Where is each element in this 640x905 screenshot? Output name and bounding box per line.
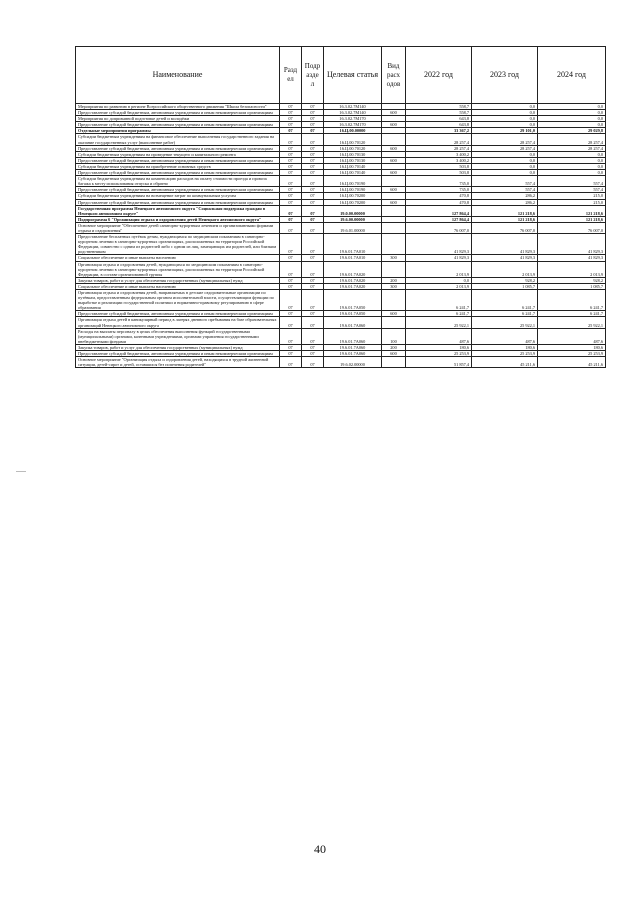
cell-section: 07 <box>280 344 302 350</box>
cell-year-2022: 3 400,2 <box>406 157 472 163</box>
table-row <box>76 317 606 328</box>
table-row <box>76 283 606 289</box>
cell-expense-type: 600 <box>382 157 406 163</box>
page-number: 40 <box>314 842 326 856</box>
cell-expense-type: 600 <box>382 187 406 193</box>
cell-section: 07 <box>280 145 302 151</box>
cell-year-2023: 0,0 <box>472 157 538 163</box>
cell-subsection: 07 <box>302 317 324 328</box>
scan-mark <box>16 471 26 472</box>
cell-year-2024: 45 211,6 <box>538 357 606 368</box>
cell-expense-type: 100 <box>382 328 406 344</box>
table-row <box>76 255 606 261</box>
cell-year-2024: 0,0 <box>538 104 606 110</box>
cell-expense-type: 300 <box>382 255 406 261</box>
cell-section: 07 <box>280 357 302 368</box>
cell-year-2024: 0,0 <box>538 163 606 169</box>
cell-section: 07 <box>280 205 302 216</box>
cell-target-article: 16.Ц.00.70130 <box>324 151 382 157</box>
cell-section: 07 <box>280 283 302 289</box>
cell-year-2022: 503,8 <box>406 163 472 169</box>
table-body <box>76 104 606 368</box>
header-section: Разд ел <box>280 47 302 104</box>
cell-year-2024: 1 085,7 <box>538 283 606 289</box>
cell-year-2022: 6 241,7 <box>406 290 472 311</box>
cell-subsection: 07 <box>302 357 324 368</box>
cell-year-2023: 25 253,9 <box>472 351 538 357</box>
cell-section: 07 <box>280 187 302 193</box>
cell-year-2022: 503,8 <box>406 170 472 176</box>
cell-name: Отдельные мероприятия программы <box>76 128 280 134</box>
cell-target-article: 19.6.01.7А060 <box>324 344 382 350</box>
cell-year-2022: 33 367,2 <box>406 128 472 134</box>
cell-subsection: 07 <box>302 116 324 122</box>
cell-year-2022: 76 007,0 <box>406 222 472 233</box>
cell-target-article: 19.6.01.7А020 <box>324 283 382 289</box>
cell-section: 07 <box>280 290 302 311</box>
cell-target-article: 16.Ц.00.70190 <box>324 176 382 187</box>
table-row <box>76 328 606 344</box>
cell-section: 07 <box>280 128 302 134</box>
cell-expense-type <box>382 234 406 255</box>
cell-year-2023: 0,0 <box>472 104 538 110</box>
cell-year-2024: 215,0 <box>538 193 606 199</box>
cell-expense-type <box>382 205 406 216</box>
cell-year-2022: 127 864,4 <box>406 205 472 216</box>
cell-year-2023: 557,4 <box>472 187 538 193</box>
cell-expense-type <box>382 317 406 328</box>
cell-year-2022: 180,6 <box>406 344 472 350</box>
cell-name: Предоставление бесплатных путёвок детям, нуждающимся по медицинским показаниям в санаторно-курортном лечении в санаторно-курортных организациях, расположенных на территории Российской Федерации, совместно с одним из родителей либо с одним из лиц, замещающих им родителей, или близким родственником <box>76 234 280 255</box>
cell-target-article: 16.Ц.00.70130 <box>324 157 382 163</box>
cell-year-2023: 28 257,4 <box>472 134 538 145</box>
cell-subsection: 07 <box>302 128 324 134</box>
cell-target-article: 19.6.01.7А050 <box>324 290 382 311</box>
table-row <box>76 351 606 357</box>
cell-target-article: 19.6.02.00000 <box>324 357 382 368</box>
cell-name: Субсидии бюджетным учреждениям на компенсацию расходов на оплату стоимости проезда и провоза багажа к месту использования отпуска и обратно <box>76 176 280 187</box>
cell-section: 07 <box>280 216 302 222</box>
cell-section: 07 <box>280 261 302 277</box>
cell-year-2022: 6 241,7 <box>406 311 472 317</box>
cell-name: Основное мероприятие "Организация отдыха и оздоровления детей, находящихся в трудной жизненной ситуации, детей-сирот и детей, оставшихся без попечения родителей" <box>76 357 280 368</box>
cell-subsection: 07 <box>302 145 324 151</box>
cell-subsection: 07 <box>302 122 324 128</box>
cell-target-article: 19.6.01.7А010 <box>324 234 382 255</box>
header-year-2024: 2024 год <box>538 47 606 104</box>
cell-section: 07 <box>280 317 302 328</box>
cell-year-2022: 558,7 <box>406 104 472 110</box>
cell-section: 07 <box>280 234 302 255</box>
cell-year-2023: 2 013,9 <box>472 261 538 277</box>
cell-year-2023: 29 101,0 <box>472 128 538 134</box>
cell-section: 07 <box>280 311 302 317</box>
cell-expense-type: 600 <box>382 110 406 116</box>
cell-expense-type: 600 <box>382 145 406 151</box>
table-row <box>76 344 606 350</box>
cell-target-article: 19.6.01.7А050 <box>324 311 382 317</box>
cell-year-2023: 41 829,3 <box>472 234 538 255</box>
cell-name: Закупка товаров, работ и услуг для обеспечения государственных (муниципальных) нужд <box>76 344 280 350</box>
cell-subsection: 07 <box>302 110 324 116</box>
cell-section: 07 <box>280 255 302 261</box>
cell-expense-type: 600 <box>382 199 406 205</box>
table-row <box>76 357 606 368</box>
cell-year-2024: 557,4 <box>538 187 606 193</box>
cell-name: Субсидии бюджетным учреждениям на проведение текущего и капитального ремонта <box>76 151 280 157</box>
cell-year-2023: 45 211,6 <box>472 357 538 368</box>
cell-name: Основное мероприятие "Обеспечение детей санаторно-курортным лечением и организованными формами отдыха и оздоровления" <box>76 222 280 233</box>
cell-expense-type: 300 <box>382 283 406 289</box>
cell-name: Предоставление субсидий бюджетным, автономным учреждениям и иным некоммерческим организациям <box>76 145 280 151</box>
cell-year-2023: 6 241,7 <box>472 290 538 311</box>
cell-name: Предоставление субсидий бюджетным, автономным учреждениям и иным некоммерческим организациям <box>76 351 280 357</box>
cell-target-article: 19.6.01.7А060 <box>324 317 382 328</box>
cell-name: Предоставление субсидий бюджетным, автономным учреждениям и иным некоммерческим организациям <box>76 199 280 205</box>
cell-target-article: 19.0.00.00000 <box>324 205 382 216</box>
cell-year-2023: 0,0 <box>472 170 538 176</box>
cell-year-2024: 29 029,8 <box>538 128 606 134</box>
cell-year-2024: 2 013,9 <box>538 261 606 277</box>
cell-subsection: 07 <box>302 157 324 163</box>
cell-year-2024: 487,6 <box>538 328 606 344</box>
cell-subsection: 07 <box>302 283 324 289</box>
cell-section: 07 <box>280 104 302 110</box>
cell-target-article: 16.Ц.00.70120 <box>324 134 382 145</box>
cell-target-article: 19.6.01.7А020 <box>324 277 382 283</box>
cell-year-2022: 735,0 <box>406 176 472 187</box>
cell-year-2024: 180,6 <box>538 344 606 350</box>
cell-section: 07 <box>280 222 302 233</box>
table-row <box>76 134 606 145</box>
cell-year-2023: 76 007,0 <box>472 222 538 233</box>
cell-year-2022: 558,7 <box>406 110 472 116</box>
table-row <box>76 187 606 193</box>
cell-name: Мероприятия по допризывной подготовке детей и молодёжи <box>76 116 280 122</box>
table-row <box>76 290 606 311</box>
table-header-row <box>76 47 606 104</box>
cell-subsection: 07 <box>302 234 324 255</box>
cell-target-article: 16.Ц.00.70140 <box>324 163 382 169</box>
cell-section: 07 <box>280 157 302 163</box>
cell-expense-type <box>382 290 406 311</box>
cell-name: Субсидии бюджетным учреждениям на приобретение основных средств <box>76 163 280 169</box>
cell-year-2024: 25 253,9 <box>538 351 606 357</box>
cell-section: 07 <box>280 176 302 187</box>
table-row <box>76 234 606 255</box>
cell-section: 07 <box>280 199 302 205</box>
cell-year-2023: 557,4 <box>472 176 538 187</box>
cell-name: Предоставление субсидий бюджетным, автономным учреждениям и иным некоммерческим организациям <box>76 311 280 317</box>
cell-year-2022: 25 922,1 <box>406 317 472 328</box>
cell-year-2022: 28 257,4 <box>406 134 472 145</box>
cell-year-2024: 41 829,3 <box>538 255 606 261</box>
cell-year-2022: 643,8 <box>406 122 472 128</box>
cell-section: 07 <box>280 193 302 199</box>
cell-subsection: 07 <box>302 351 324 357</box>
cell-target-article: 19.6.01.7А060 <box>324 351 382 357</box>
header-year-2022: 2022 год <box>406 47 472 104</box>
table-row <box>76 277 606 283</box>
cell-year-2024: 76 007,0 <box>538 222 606 233</box>
cell-target-article: 19.6.00.00000 <box>324 216 382 222</box>
cell-target-article: 19.6.01.00000 <box>324 222 382 233</box>
cell-year-2023: 121 218,6 <box>472 205 538 216</box>
cell-year-2022: 25 253,9 <box>406 351 472 357</box>
cell-year-2022: 41 829,3 <box>406 234 472 255</box>
cell-year-2023: 0,0 <box>472 116 538 122</box>
cell-year-2023: 28 257,4 <box>472 145 538 151</box>
cell-year-2022: 41 829,3 <box>406 255 472 261</box>
cell-subsection: 07 <box>302 193 324 199</box>
cell-target-article: 16.3.02.7М140 <box>324 104 382 110</box>
cell-year-2023: 121 218,6 <box>472 216 538 222</box>
cell-target-article: 16.Ц.00.70140 <box>324 170 382 176</box>
cell-year-2023: 487,6 <box>472 328 538 344</box>
cell-year-2024: 0,0 <box>538 151 606 157</box>
cell-subsection: 07 <box>302 290 324 311</box>
cell-year-2023: 286,2 <box>472 199 538 205</box>
cell-name: Организация отдыха детей в каникулярный период в лагерях дневного пребывания на базе образовательных организаций Ненецкого автономного округа <box>76 317 280 328</box>
cell-year-2022: 2 013,9 <box>406 283 472 289</box>
cell-year-2024: 557,4 <box>538 176 606 187</box>
cell-year-2022: 487,6 <box>406 328 472 344</box>
cell-year-2023: 0,0 <box>472 151 538 157</box>
cell-name: Социальное обеспечение и иные выплаты населению <box>76 255 280 261</box>
cell-subsection: 07 <box>302 277 324 283</box>
cell-target-article: 16.Ц.00.00000 <box>324 128 382 134</box>
cell-subsection: 07 <box>302 170 324 176</box>
cell-name: Субсидии бюджетным учреждениям на финансовое обеспечение выполнения государственного задания на оказание государственных услуг (выполнение работ) <box>76 134 280 145</box>
cell-year-2024: 28 257,4 <box>538 145 606 151</box>
cell-year-2022: 470,8 <box>406 199 472 205</box>
cell-expense-type: 200 <box>382 277 406 283</box>
cell-name: Социальное обеспечение и иные выплаты населению <box>76 283 280 289</box>
cell-expense-type: 600 <box>382 351 406 357</box>
cell-year-2024: 928,2 <box>538 277 606 283</box>
cell-year-2024: 0,0 <box>538 110 606 116</box>
cell-year-2024: 6 241,7 <box>538 311 606 317</box>
cell-name: Закупка товаров, работ и услуг для обеспечения государственных (муниципальных) нужд <box>76 277 280 283</box>
cell-section: 07 <box>280 122 302 128</box>
cell-year-2024: 0,0 <box>538 116 606 122</box>
cell-section: 07 <box>280 163 302 169</box>
cell-year-2023: 0,0 <box>472 122 538 128</box>
cell-expense-type: 600 <box>382 311 406 317</box>
cell-name: Организация отдыха и оздоровления детей, направляемых в детские оздоровительные организации по путёвкам, предоставленным федеральным органом исполнительной власти, осуществляющим функции по выработке и реализации государственной политики и нормативно-правовому регулированию в сфере образования <box>76 290 280 311</box>
header-subsection: Подр азде л <box>302 47 324 104</box>
cell-target-article: 16.Ц.00.70120 <box>324 145 382 151</box>
cell-target-article: 16.3.02.7М170 <box>324 122 382 128</box>
cell-name: Организация отдыха и оздоровления детей, нуждающихся по медицинским показаниям в санаторно-курортном лечении в санаторно-курортных организациях, расположенных на территории Российской Федерации, в составе организованной группы <box>76 261 280 277</box>
cell-name: Предоставление субсидий бюджетным, автономным учреждениям и иным некоммерческим организациям <box>76 170 280 176</box>
cell-section: 07 <box>280 170 302 176</box>
table-row <box>76 176 606 187</box>
cell-year-2022: 0,0 <box>406 277 472 283</box>
table-row <box>76 216 606 222</box>
cell-section: 07 <box>280 151 302 157</box>
cell-subsection: 07 <box>302 134 324 145</box>
cell-target-article: 16.Ц.00.70190 <box>324 187 382 193</box>
cell-year-2022: 28 257,4 <box>406 145 472 151</box>
cell-name: Предоставление субсидий бюджетным, автономным учреждениям и иным некоммерческим организациям <box>76 157 280 163</box>
cell-subsection: 07 <box>302 104 324 110</box>
cell-target-article: 16.3.02.7М140 <box>324 110 382 116</box>
cell-year-2023: 0,0 <box>472 110 538 116</box>
cell-target-article: 19.6.01.7А020 <box>324 261 382 277</box>
cell-year-2022: 51 857,4 <box>406 357 472 368</box>
cell-name: Предоставление субсидий бюджетным, автономным учреждениям и иным некоммерческим организациям <box>76 122 280 128</box>
header-expense-type: Вид расх одов <box>382 47 406 104</box>
cell-name: Расходы на выплаты персоналу в целях обеспечения выполнения функций государственными (муниципальными) органами, казенными учреждениями, органами управления государственными внебюджетными фондами <box>76 328 280 344</box>
cell-year-2024: 6 241,7 <box>538 290 606 311</box>
cell-subsection: 07 <box>302 255 324 261</box>
cell-expense-type <box>382 222 406 233</box>
cell-year-2022: 643,8 <box>406 116 472 122</box>
cell-year-2023: 180,6 <box>472 344 538 350</box>
cell-year-2024: 0,0 <box>538 170 606 176</box>
header-target-article: Целевая статья <box>324 47 382 104</box>
cell-expense-type: 600 <box>382 122 406 128</box>
cell-name: Предоставление субсидий бюджетным, автономным учреждениям и иным некоммерческим организациям <box>76 187 280 193</box>
cell-section: 07 <box>280 134 302 145</box>
cell-year-2023: 286,2 <box>472 193 538 199</box>
cell-year-2023: 25 922,1 <box>472 317 538 328</box>
cell-subsection: 07 <box>302 261 324 277</box>
table-row <box>76 145 606 151</box>
cell-section: 07 <box>280 110 302 116</box>
cell-subsection: 07 <box>302 163 324 169</box>
cell-expense-type <box>382 134 406 145</box>
cell-year-2022: 127 864,4 <box>406 216 472 222</box>
budget-table <box>75 46 606 368</box>
table-row <box>76 199 606 205</box>
cell-year-2023: 1 085,7 <box>472 283 538 289</box>
cell-section: 07 <box>280 328 302 344</box>
cell-year-2022: 470,8 <box>406 193 472 199</box>
cell-subsection: 07 <box>302 176 324 187</box>
cell-target-article: 16.Ц.00.70200 <box>324 193 382 199</box>
cell-year-2024: 0,0 <box>538 157 606 163</box>
cell-subsection: 07 <box>302 151 324 157</box>
cell-subsection: 07 <box>302 216 324 222</box>
cell-year-2024: 0,0 <box>538 122 606 128</box>
table-row <box>76 311 606 317</box>
table-row <box>76 261 606 277</box>
cell-name: Субсидии бюджетным учреждениям на возмещение затрат по коммунальным услугам <box>76 193 280 199</box>
cell-target-article: 16.3.02.7М170 <box>324 116 382 122</box>
cell-target-article: 19.6.01.7А060 <box>324 328 382 344</box>
cell-expense-type: 200 <box>382 344 406 350</box>
cell-expense-type: 600 <box>382 170 406 176</box>
cell-target-article: 19.6.01.7А010 <box>324 255 382 261</box>
cell-section: 07 <box>280 351 302 357</box>
table-row <box>76 205 606 216</box>
cell-year-2023: 41 829,3 <box>472 255 538 261</box>
cell-target-article: 16.Ц.00.70200 <box>324 199 382 205</box>
cell-name: Предоставление субсидий бюджетным, автономным учреждениям и иным некоммерческим организациям <box>76 110 280 116</box>
cell-subsection: 07 <box>302 187 324 193</box>
cell-name: Подпрограмма 6 "Организация отдыха и оздоровления детей Ненецкого автономного округа" <box>76 216 280 222</box>
cell-year-2024: 28 257,4 <box>538 134 606 145</box>
cell-year-2024: 25 922,1 <box>538 317 606 328</box>
cell-subsection: 07 <box>302 328 324 344</box>
cell-subsection: 07 <box>302 199 324 205</box>
cell-year-2024: 41 829,3 <box>538 234 606 255</box>
cell-section: 07 <box>280 277 302 283</box>
cell-subsection: 07 <box>302 344 324 350</box>
cell-year-2022: 735,0 <box>406 187 472 193</box>
cell-expense-type <box>382 261 406 277</box>
cell-year-2023: 6 241,7 <box>472 311 538 317</box>
header-name: Наименование <box>76 47 280 104</box>
cell-subsection: 07 <box>302 205 324 216</box>
cell-expense-type <box>382 357 406 368</box>
cell-year-2023: 0,0 <box>472 163 538 169</box>
table-row <box>76 222 606 233</box>
cell-year-2024: 121 218,6 <box>538 216 606 222</box>
cell-subsection: 07 <box>302 311 324 317</box>
cell-name: Государственная программа Ненецкого автономного округа "Социальная поддержка граждан в Ненецком автономном округе" <box>76 205 280 216</box>
cell-name: Мероприятия по развитию в регионе Всероссийского общественного движения "Школа безопасности" <box>76 104 280 110</box>
cell-subsection: 07 <box>302 222 324 233</box>
cell-year-2022: 2 013,9 <box>406 261 472 277</box>
cell-expense-type <box>382 176 406 187</box>
header-year-2023: 2023 год <box>472 47 538 104</box>
cell-year-2022: 3 400,2 <box>406 151 472 157</box>
table-row <box>76 193 606 199</box>
cell-year-2024: 215,0 <box>538 199 606 205</box>
cell-section: 07 <box>280 116 302 122</box>
cell-year-2024: 121 218,6 <box>538 205 606 216</box>
cell-year-2023: 928,2 <box>472 277 538 283</box>
